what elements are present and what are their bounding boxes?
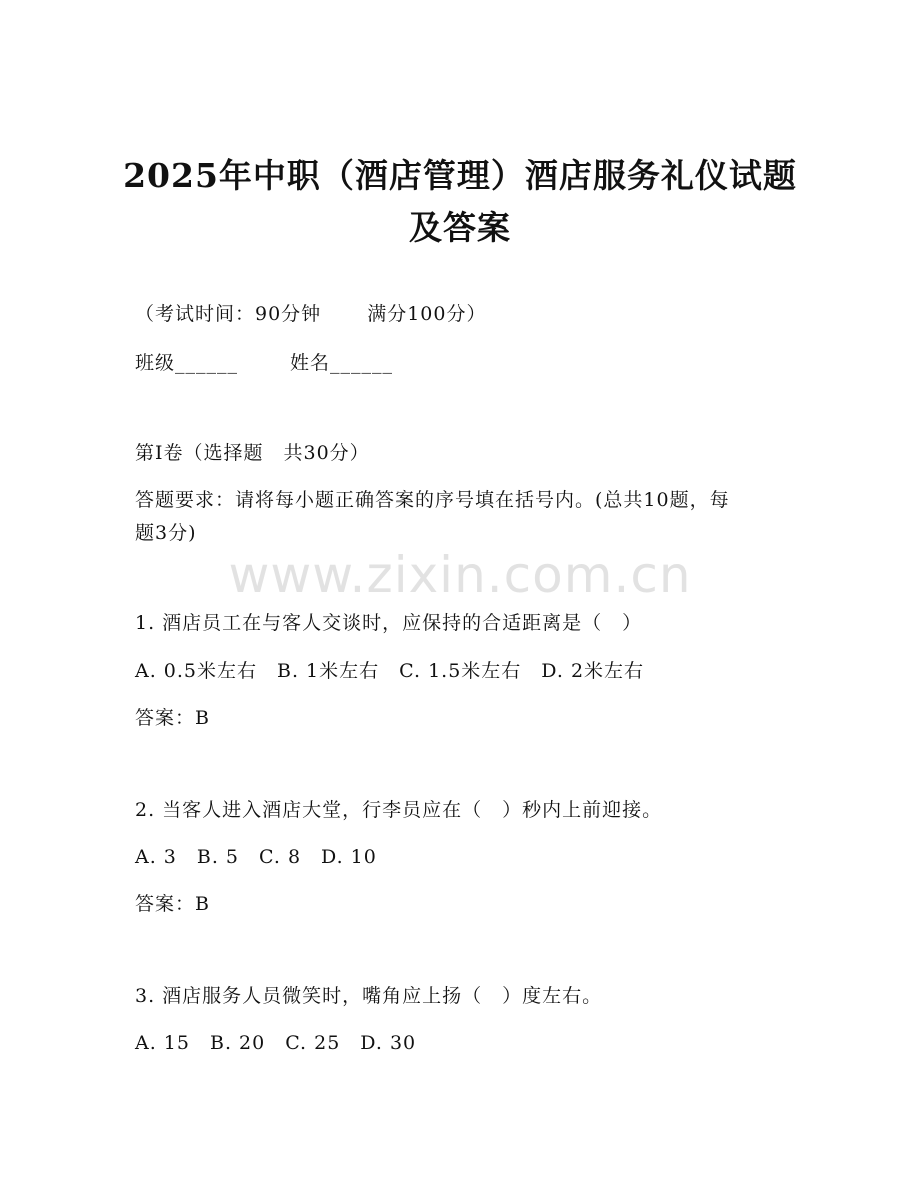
instructions-line-1: 答题要求：请将每小题正确答案的序号填在括号内。(总共10题，每: [135, 489, 730, 511]
question-2-stem: 2. 当客人进入酒店大堂，行李员应在（ ）秒内上前迎接。: [135, 799, 663, 821]
class-field: 班级______: [135, 352, 239, 374]
instructions-line-2: 题3分): [135, 522, 197, 544]
fill-in-fields: [135, 350, 393, 376]
section-heading: 第I卷（选择题 共30分）: [135, 442, 370, 464]
document-title-line-2: 及答案: [409, 208, 511, 247]
exam-full-score: 满分100分）: [367, 303, 487, 325]
exam-info: [135, 301, 486, 327]
exam-time: （考试时间：90分钟: [135, 303, 322, 325]
question-1-stem: 1. 酒店员工在与客人交谈时，应保持的合适距离是（ ）: [135, 612, 643, 634]
question-3-options: A. 15 B. 20 C. 25 D. 30: [135, 1032, 417, 1054]
question-1-answer: 答案：B: [135, 707, 210, 729]
watermark: www.zixin.com.cn: [228, 546, 692, 604]
document-title-line-1: 2025年中职（酒店管理）酒店服务礼仪试题: [123, 156, 797, 195]
question-2-answer: 答案：B: [135, 893, 210, 915]
question-1-options: A. 0.5米左右 B. 1米左右 C. 1.5米左右 D. 2米左右: [135, 660, 645, 682]
question-3-stem: 3. 酒店服务人员微笑时，嘴角应上扬（ ）度左右。: [135, 985, 603, 1007]
name-field: 姓名______: [290, 352, 394, 374]
question-2-options: A. 3 B. 5 C. 8 D. 10: [135, 846, 377, 868]
